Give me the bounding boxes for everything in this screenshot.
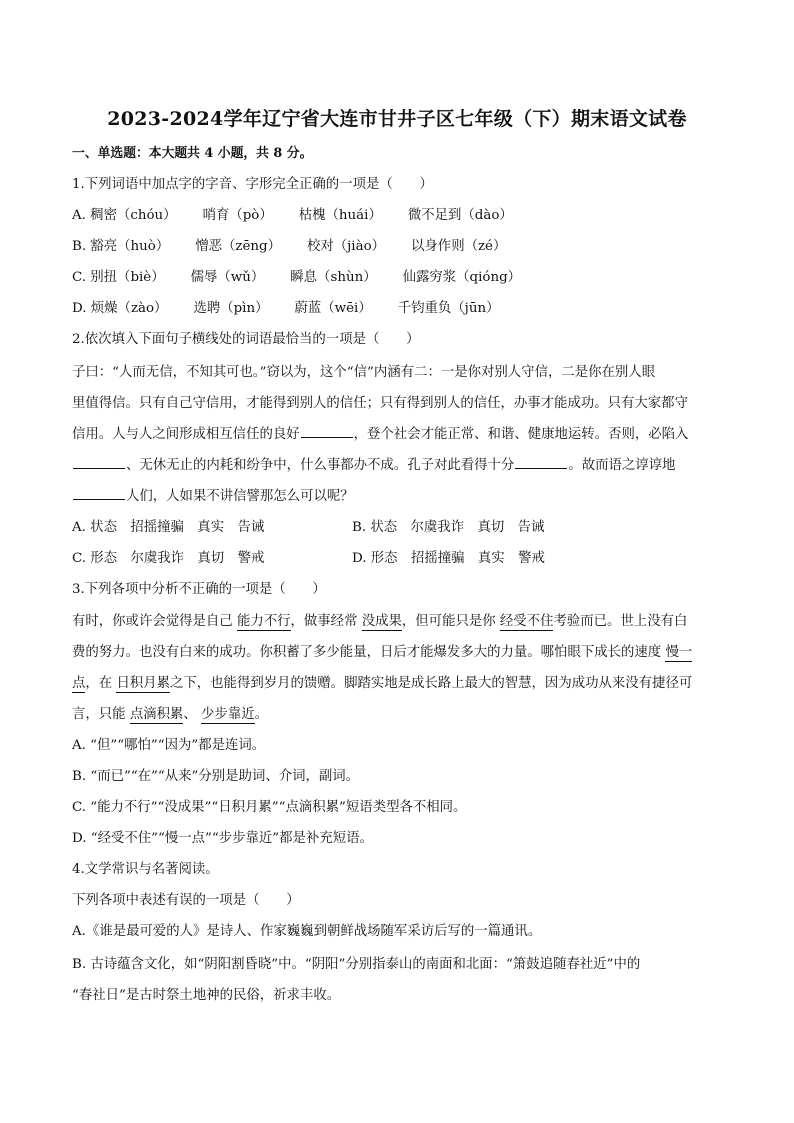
underlined-phrase: 经受不住 xyxy=(499,614,554,629)
underlined-phrase: 点滴积累 xyxy=(129,707,184,722)
q2-passage-line: 子曰：“人而无信，不知其可也。”窃以为，这个“信”内涵有二：一是你对别人守信，二是你在别人眼 xyxy=(72,365,656,380)
page-title: 2023-2024学年辽宁省大连市甘井子区七年级（下）期末语文试卷 xyxy=(107,108,687,130)
underlined-phrase: 能力不行 xyxy=(236,614,291,629)
q2-passage-line: 人们，人如果不讲信譬那怎么可以呢？ xyxy=(72,487,722,507)
q3-passage-line: 言，只能 点滴积累、 少步靠近。 xyxy=(72,707,268,722)
fill-blank xyxy=(301,425,353,438)
q1-option-a: A. 稠密（chóu） 哨育（pò） 枯槐（huái） 微不足到（dào） xyxy=(72,208,513,223)
underlined-phrase: 少步靠近 xyxy=(201,707,255,722)
q2-options-row-1 xyxy=(72,518,722,538)
underlined-phrase: 点 xyxy=(72,676,86,691)
underlined-phrase: 没成果 xyxy=(361,614,402,629)
q4-stem: 4.文学常识与名著阅读。 xyxy=(72,862,219,877)
q3-option-d: D. “经受不住”“慢一点”“步步靠近”都是补充短语。 xyxy=(72,831,373,846)
q2-passage-line: 里值得信。只有自己守信用，才能得到别人的信任；只有得到别人的信任，办事才能成功。只有大家都守 xyxy=(72,396,688,411)
q4-sub-stem: 下列各项中表述有误的一项是（ ） xyxy=(72,893,300,908)
fill-blank xyxy=(73,456,125,469)
q4-option-a: A.《谁是最可爱的人》是诗人、作家巍巍到朝鲜战场随军采访后写的一篇通讯。 xyxy=(72,924,542,939)
q1-option-d: D. 烦燥（zào） 选聘（pìn） 蔚蓝（wēi） 千钧重负（jūn） xyxy=(72,301,500,316)
underlined-phrase: 日积月累 xyxy=(116,676,170,691)
fill-blank xyxy=(515,456,567,469)
q2-option-c: C. 形态 尔虞我诈 真切 警戒 xyxy=(72,551,265,566)
q2-option-d: D. 形态 招摇撞骗 真实 警戒 xyxy=(352,551,545,566)
section-heading: 一、单选题：本大题共 4 小题，共 8 分。 xyxy=(72,146,313,161)
q3-option-c: C. “能力不行”“没成果”“日积月累”“点滴积累”短语类型各不相同。 xyxy=(72,800,467,815)
q2-option-a: A. 状态 招摇撞骗 真实 告诫 xyxy=(72,520,265,535)
q3-passage-line: 费的努力。也没有白来的成功。你积蓄了多少能量，日后才能爆发多大的力量。哪怕眼下成长的速度 慢一 xyxy=(72,645,693,660)
q4-option-b: B. 古诗蕴含文化，如“阴阳割昏晓”中。“阴阳”分别指泰山的南面和北面：“箫鼓追随春社近”中的 xyxy=(72,957,641,972)
q4-option-b-continued: “春社日”是古时祭土地神的民俗，祈求丰收。 xyxy=(72,988,341,1003)
q3-stem: 3.下列各项中分析不正确的一项是（ ） xyxy=(72,582,326,597)
q2-stem: 2.依次填入下面句子横线处的词语最恰当的一项是（ ） xyxy=(72,332,420,347)
q3-passage-line: 有时，你或许会觉得是自己 能力不行，做事经常 没成果，但可能只是你 经受不住考验而已。世上没有白 xyxy=(72,614,688,629)
q2-passage-line: 信用。人与人之间形成相互信任的良好 ，登个社会才能正常、和谐、健康地运转。否则，必陷入 xyxy=(72,427,689,442)
q1-stem: 1.下列词语中加点字的字音、字形完全正确的一项是（ ） xyxy=(72,177,433,192)
q1-option-c: C. 别扭（biè） 儒辱（wǔ） 瞬息（shùn） 仙露穷浆（qióng） xyxy=(72,270,522,285)
q1-option-b: B. 豁亮（huò） 憎恶（zēng） 校对（jiào） 以身作则（zé） xyxy=(72,239,507,254)
fill-blank xyxy=(73,487,125,500)
q2-option-b: B. 状态 尔虞我诈 真切 告诫 xyxy=(352,520,545,535)
q3-passage-line: 点，在 日积月累之下，也能得到岁月的馈赠。脚踏实地是成长路上最大的智慧，因为成功从来没有捷径可 xyxy=(72,676,693,691)
q2-options-row-2 xyxy=(72,549,722,569)
q3-option-a: A. “但”“哪怕”“因为”都是连词。 xyxy=(72,738,266,753)
underlined-phrase: 慢一 xyxy=(665,645,693,660)
q3-option-b: B. “而已”“在”“从来”分别是助词、介词，副词。 xyxy=(72,769,360,784)
q2-passage-line: 、无休无止的内耗和纷争中，什么事都办不成。孔子对此看得十分 。故而语之谆谆地 xyxy=(72,456,722,476)
